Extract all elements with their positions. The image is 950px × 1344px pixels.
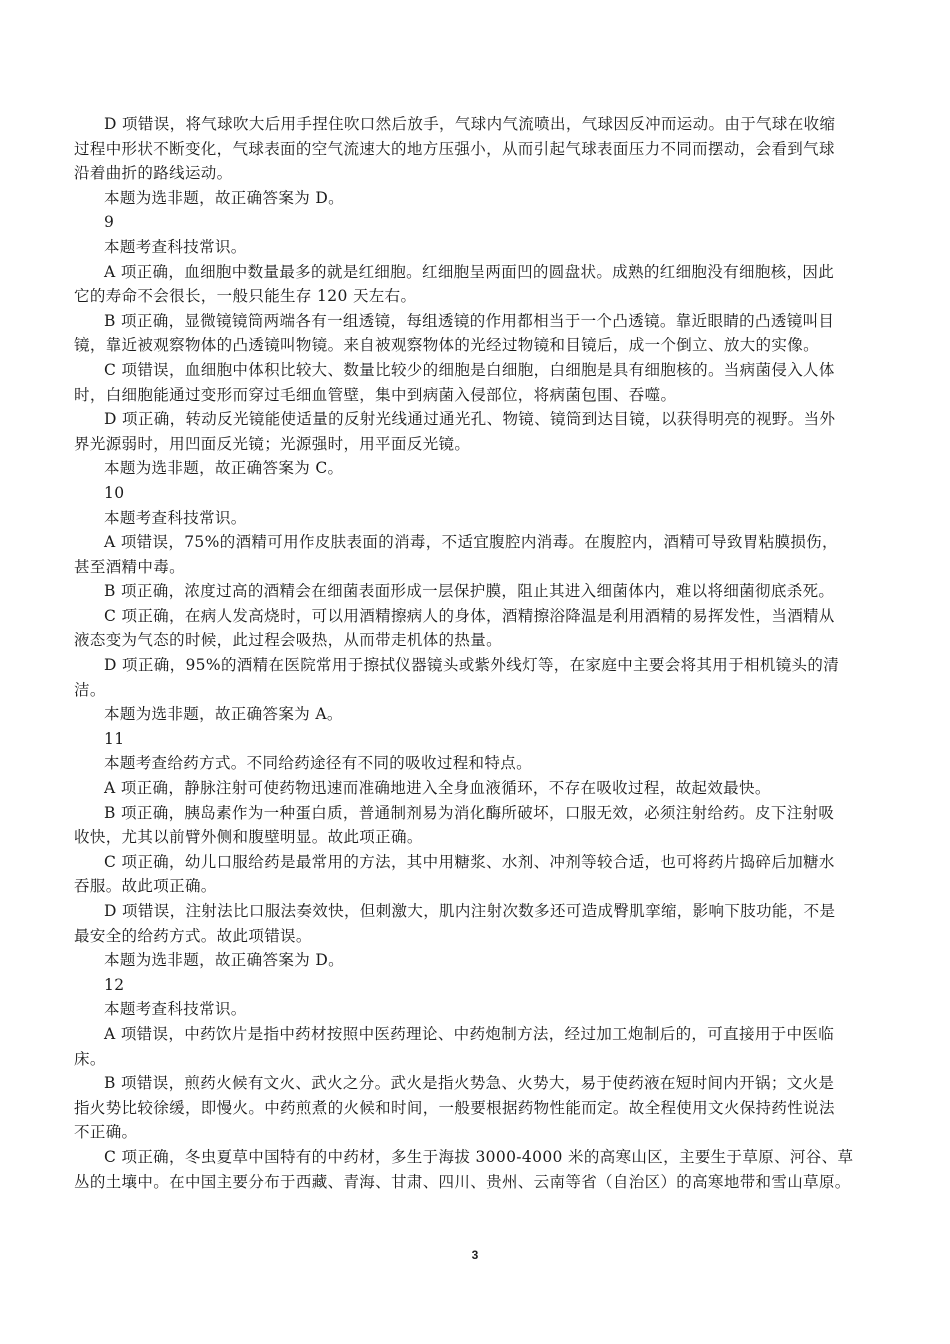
continuation-line: 它的寿命不会很长，一般只能生存 120 天左右。 <box>74 287 417 306</box>
paragraph-line: A 项错误，75%的酒精可用作皮肤表面的消毒，不适宜腹腔内消毒。在腹腔内，酒精可导致胃粘膜损伤， <box>104 533 838 552</box>
paragraph-line: 9 <box>104 213 115 232</box>
paragraph-line: 10 <box>104 483 125 502</box>
paragraph-line: 本题考查科技常识。 <box>104 1000 247 1019</box>
paragraph-line: 本题为选非题，故正确答案为 A。 <box>104 705 343 724</box>
continuation-line: 过程中形状不断变化，气球表面的空气流速大的地方压强小，从而引起气球表面压力不同而摆动，会看到气球 <box>74 139 835 158</box>
paragraph-line: C 项错误，血细胞中体积比较大、数量比较少的细胞是白细胞，白细胞是具有细胞核的。当病菌侵入人体 <box>104 360 835 379</box>
paragraph-line: A 项正确，静脉注射可使药物迅速而准确地进入全身血液循环，不存在吸收过程，故起效最快。 <box>104 779 771 798</box>
paragraph-line: A 项错误，中药饮片是指中药材按照中医药理论、中药炮制方法，经过加工炮制后的，可直接用于中医临 <box>104 1024 835 1043</box>
paragraph-line: 本题考查给药方式。不同给药途径有不同的吸收过程和特点。 <box>104 754 532 773</box>
paragraph-line: C 项正确，幼儿口服给药是最常用的方法，其中用糖浆、水剂、冲剂等较合适，也可将药片捣碎后加糖水 <box>104 852 835 871</box>
paragraph-line: A 项正确，血细胞中数量最多的就是红细胞。红细胞呈两面凹的圆盘状。成熟的红细胞没有细胞核，因此 <box>104 262 835 281</box>
paragraph-line: D 项正确，95%的酒精在医院常用于擦拭仪器镜头或紫外线灯等，在家庭中主要会将其用于相机镜头的清 <box>104 656 840 675</box>
paragraph-line: D 项错误，注射法比口服法奏效快，但刺激大，肌内注射次数多还可造成臀肌挛缩，影响下肢功能，不是 <box>104 902 836 920</box>
continuation-line: 不正确。 <box>74 1123 138 1142</box>
paragraph-line: C 项正确，冬虫夏草中国特有的中药材，多生于海拔 3000-4000 米的高寒山区，主要生于草原、河谷、草 <box>104 1147 854 1166</box>
document-body <box>74 112 880 1194</box>
paragraph-line: 本题为选非题，故正确答案为 D。 <box>104 188 344 207</box>
paragraph-line: D 项错误，将气球吹大后用手捏住吹口然后放手，气球内气流喷出，气球因反冲而运动。由于气球在收缩 <box>104 115 836 133</box>
continuation-line: 吞服。故此项正确。 <box>74 877 217 896</box>
paragraph-line: 本题考查科技常识。 <box>104 237 247 256</box>
continuation-line: 沿着曲折的路线运动。 <box>74 164 233 183</box>
paragraph-line: B 项正确，浓度过高的酒精会在细菌表面形成一层保护膜，阻止其进入细菌体内，难以将细菌彻底杀死。 <box>104 582 835 601</box>
paragraph-line: 本题考查科技常识。 <box>104 508 247 527</box>
paragraph-line: B 项正确，胰岛素作为一种蛋白质，普通制剂易为消化酶所破坏，口服无效，必须注射给药。皮下注射吸 <box>104 803 835 822</box>
continuation-line: 界光源弱时，用凹面反光镜；光源强时，用平面反光镜。 <box>74 434 471 453</box>
continuation-line: 指火势比较徐缓，即慢火。中药煎煮的火候和时间，一般要根据药物性能而定。故全程使用文火保持药性说法 <box>74 1098 835 1117</box>
continuation-line: 收快，尤其以前臂外侧和腹壁明显。故此项正确。 <box>74 828 423 847</box>
paragraph-line: B 项错误，煎药火候有文火、武火之分。武火是指火势急、火势大，易于使药液在短时间内开锅；文火是 <box>104 1074 835 1093</box>
paragraph-line: 本题为选非题，故正确答案为 D。 <box>104 951 344 970</box>
continuation-line: 镜，靠近被观察物体的凸透镜叫物镜。来自被观察物体的光经过物镜和目镜后，成一个倒立、放大的实像。 <box>74 336 819 355</box>
continuation-line: 床。 <box>74 1049 106 1068</box>
continuation-line: 最安全的给药方式。故此项错误。 <box>74 926 312 945</box>
paragraph-line: C 项正确，在病人发高烧时，可以用酒精擦病人的身体，酒精擦浴降温是利用酒精的易挥发性，当酒精从 <box>104 606 835 625</box>
continuation-line: 甚至酒精中毒。 <box>74 557 185 576</box>
paragraph-line: 本题为选非题，故正确答案为 C。 <box>104 459 344 478</box>
paragraph-line: B 项正确，显微镜镜筒两端各有一组透镜，每组透镜的作用都相当于一个凸透镜。靠近眼睛的凸透镜叫目 <box>104 311 835 330</box>
continuation-line: 丛的土壤中。在中国主要分布于西藏、青海、甘肃、四川、贵州、云南等省（自治区）的高寒地带和雪山草原。 <box>74 1172 851 1191</box>
paragraph-line: D 项正确，转动反光镜能使适量的反射光线通过通光孔、物镜、镜筒到达目镜，以获得明亮的视野。当外 <box>104 410 836 429</box>
paragraph-line: 12 <box>104 975 125 994</box>
paragraph-line: 11 <box>104 729 125 748</box>
page-number: 3 <box>471 1248 479 1262</box>
continuation-line: 时，白细胞能通过变形而穿过毛细血管壁，集中到病菌入侵部位，将病菌包围、吞噬。 <box>74 385 677 404</box>
continuation-line: 液态变为气态的时候，此过程会吸热，从而带走机体的热量。 <box>74 631 502 650</box>
continuation-line: 洁。 <box>74 680 106 699</box>
